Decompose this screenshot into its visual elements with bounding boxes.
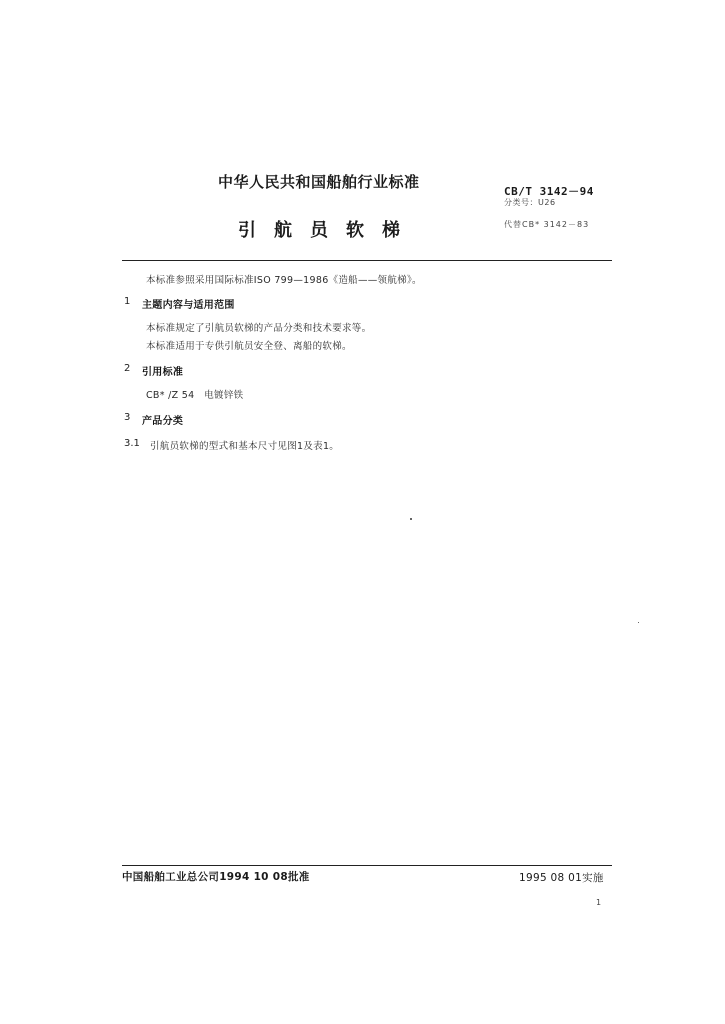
replaces-standard: 代替CB* 3142－83 [504,220,590,229]
section-number: 1 [124,296,131,307]
standard-code: CB/T 3142－94 [504,185,594,198]
section-title: 产品分类 [142,416,184,427]
document-title [238,216,418,242]
effective-date: 1995 08 01实施 [519,872,604,884]
subsection-number: 3.1 [124,438,140,449]
section-paragraph: 本标准规定了引航员软梯的产品分类和技术要求等。 [146,323,372,334]
header-divider [122,260,612,261]
section-title: 引用标准 [142,367,184,378]
section-paragraph: CB* /Z 54 电镀锌铁 [146,390,244,401]
intro-paragraph: 本标准参照采用国际标准ISO 799—1986《造船——领航梯》。 [146,275,422,286]
title-char: 航 [274,220,292,241]
subsection-paragraph: 引航员软梯的型式和基本尺寸见图1及表1。 [150,441,340,452]
page-number: 1 [596,898,602,907]
industry-standard-heading: 中华人民共和国船舶行业标准 [218,173,420,191]
scan-speck [638,622,639,623]
scan-speck [410,518,412,520]
title-char: 员 [310,220,328,241]
section-paragraph: 本标准适用于专供引航员安全登、离船的软梯。 [146,341,352,352]
title-char: 梯 [382,220,400,241]
section-number: 2 [124,363,131,374]
title-char: 引 [238,220,256,241]
classification-number: 分类号：U26 [504,198,556,207]
approval-line: 中国船舶工业总公司1994 10 08批准 [122,871,310,883]
section-number: 3 [124,412,131,423]
section-title: 主题内容与适用范围 [142,300,235,311]
footer-divider [122,865,612,866]
title-char: 软 [346,220,364,241]
